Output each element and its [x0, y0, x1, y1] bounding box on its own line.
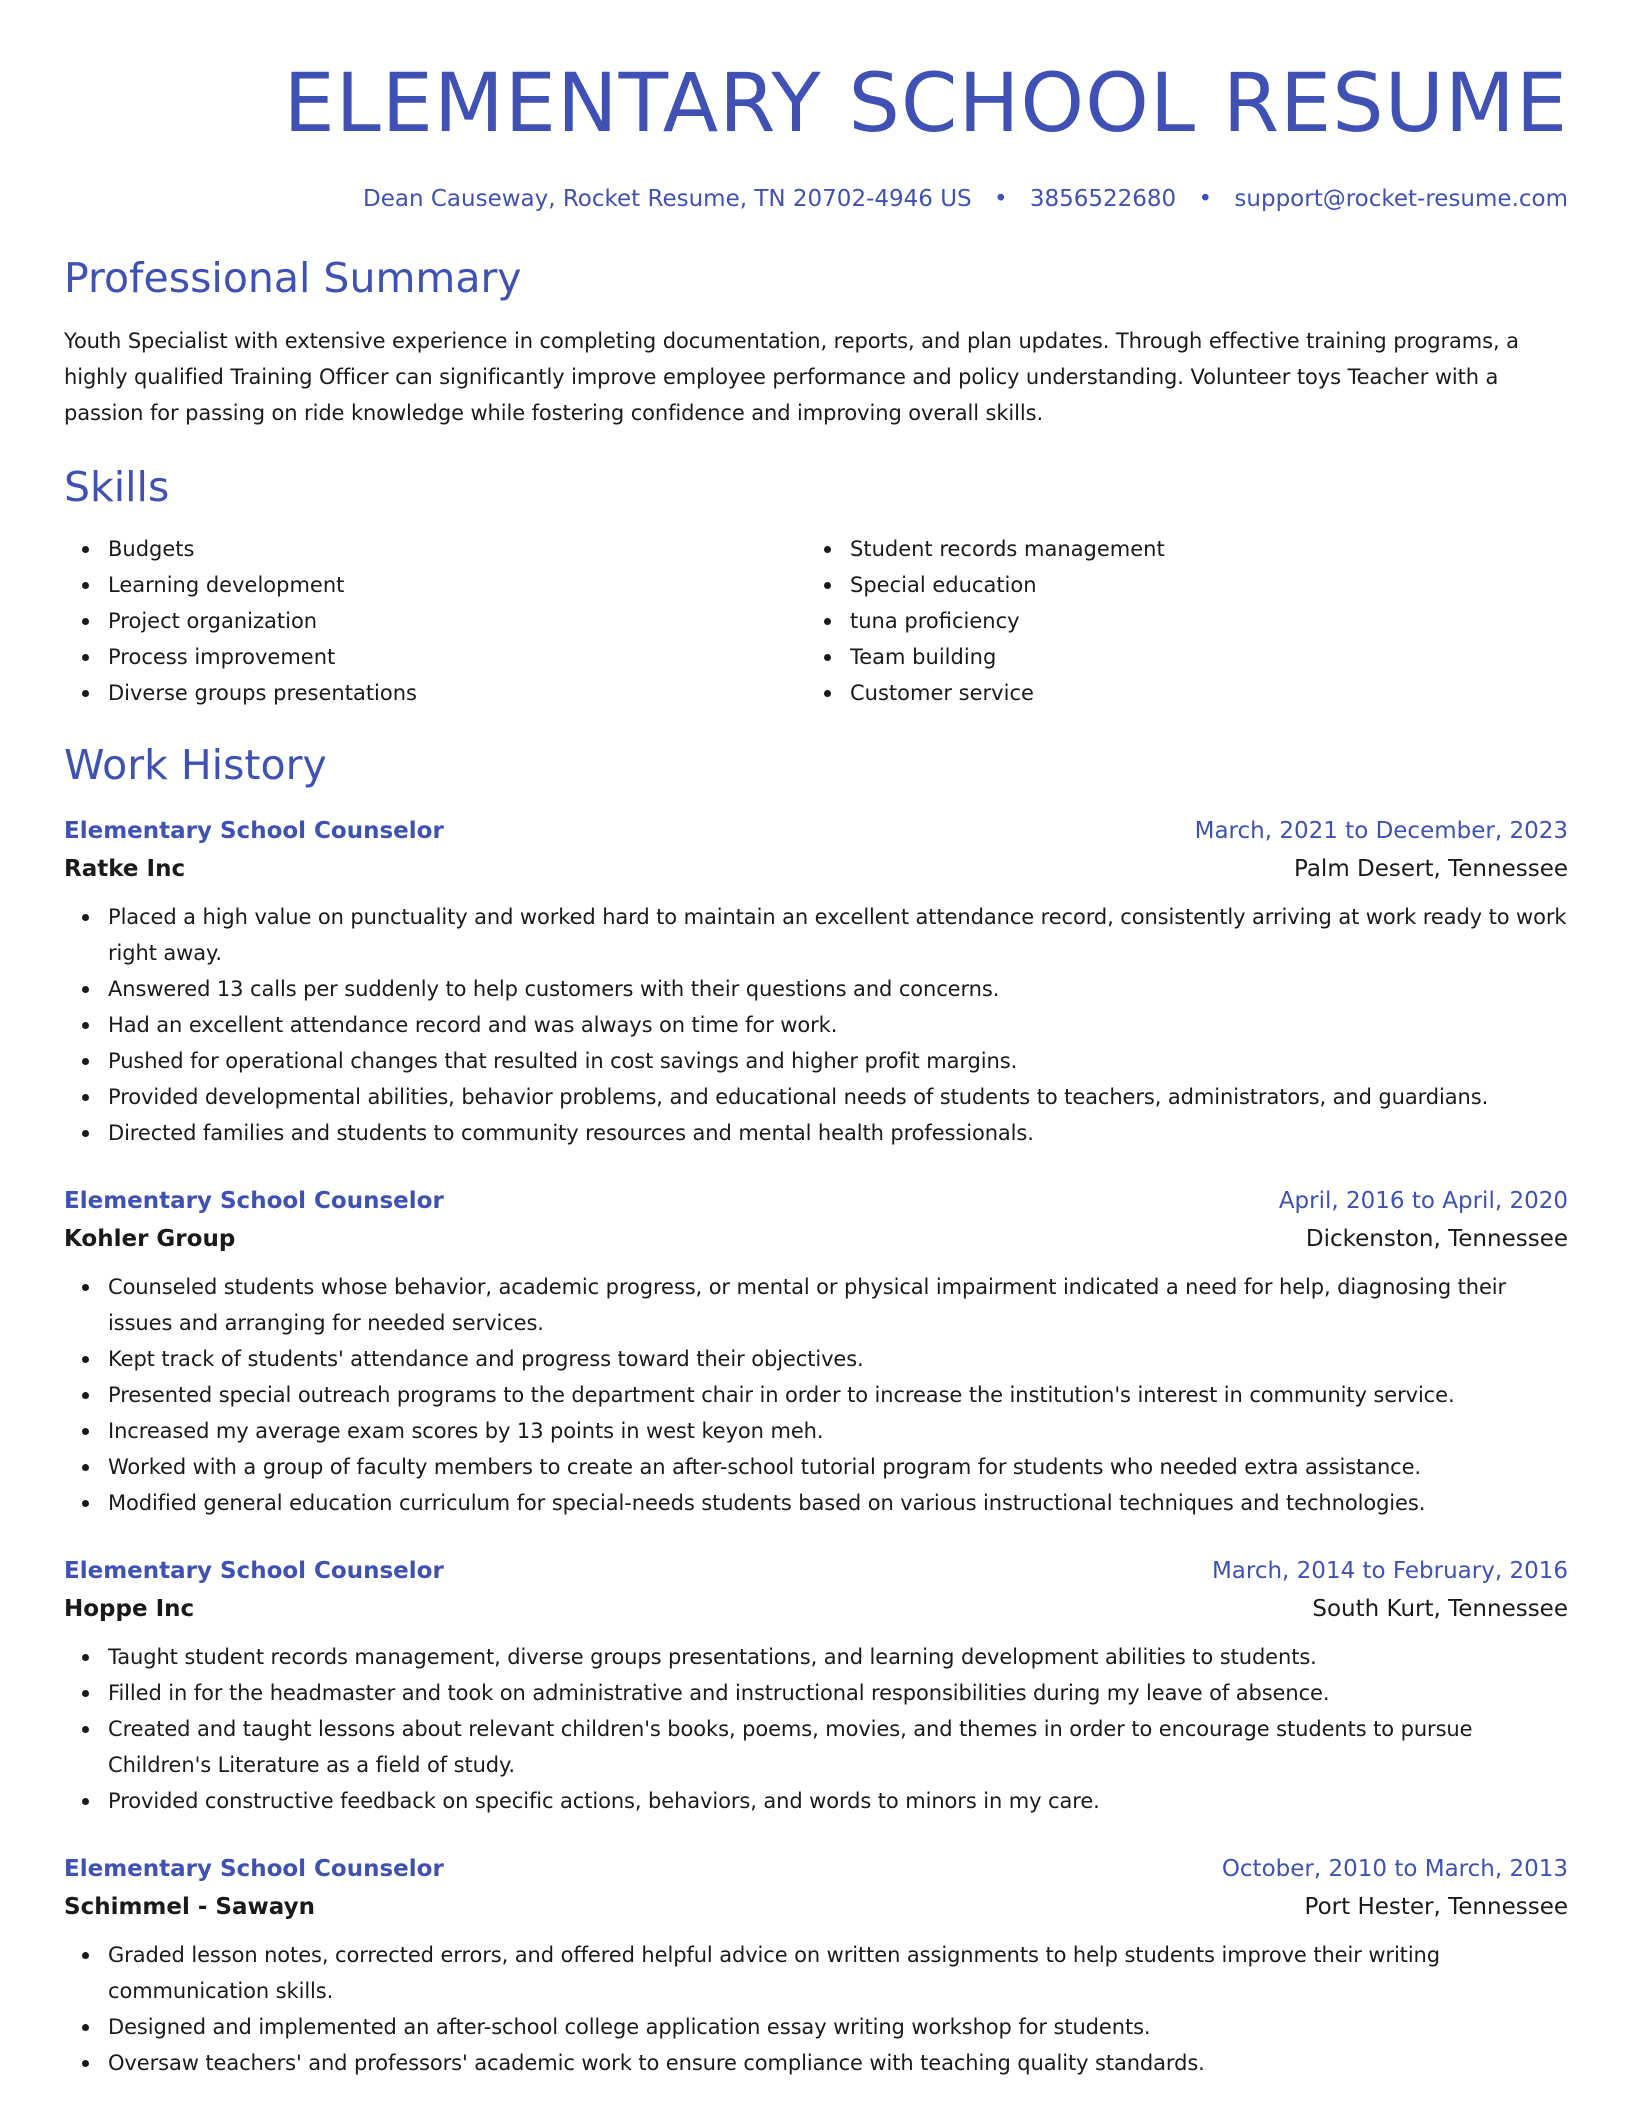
job-location: Dickenston, Tennessee	[1305, 1226, 1568, 1252]
job-bullet: Created and taught lessons about relevant children's books, poems, movies, and themes in order to encourage students to pursue Children's Literature as a field of study.	[108, 1711, 1568, 1783]
job-bullet: Designed and implemented an after-school college application essay writing workshop for students.	[108, 2009, 1568, 2045]
job-header	[64, 1553, 1568, 1589]
skills-heading: Skills	[64, 463, 170, 511]
job-bullets	[64, 1937, 1568, 2081]
job-entry	[64, 1553, 1568, 1819]
work-history-heading: Work History	[64, 741, 327, 789]
job-bullet: Directed families and students to community resources and mental health professionals.	[108, 1115, 1568, 1151]
skill-item: Budgets	[108, 531, 806, 567]
resume-page	[64, 0, 1568, 2081]
job-company: Hoppe Inc	[64, 1596, 195, 1622]
skill-item: Customer service	[850, 675, 1548, 711]
job-bullet: Increased my average exam scores by 13 points in west keyon meh.	[108, 1413, 1568, 1449]
skill-item: Project organization	[108, 603, 806, 639]
skills-grid	[64, 531, 1568, 711]
job-location: Palm Desert, Tennessee	[1294, 856, 1568, 882]
job-bullet: Presented special outreach programs to the department chair in order to increase the institution's interest in community service.	[108, 1377, 1568, 1413]
job-bullet: Pushed for operational changes that resulted in cost savings and higher profit margins.	[108, 1043, 1568, 1079]
job-header	[64, 813, 1568, 849]
job-bullet: Oversaw teachers' and professors' academic work to ensure compliance with teaching quality standards.	[108, 2045, 1568, 2081]
job-subheader	[64, 1219, 1568, 1259]
skill-item: Process improvement	[108, 639, 806, 675]
job-header	[64, 1851, 1568, 1887]
contact-phone: 3856522680	[1029, 186, 1177, 212]
job-subheader	[64, 1589, 1568, 1629]
skill-item: Learning development	[108, 567, 806, 603]
job-bullets	[64, 899, 1568, 1151]
contact-address: Dean Causeway, Rocket Resume, TN 20702-4946 US	[363, 186, 972, 212]
summary-heading: Professional Summary	[64, 254, 522, 302]
contact-email: support@rocket-resume.com	[1234, 186, 1568, 212]
job-bullet: Filled in for the headmaster and took on administrative and instructional responsibilities during my leave of absence.	[108, 1675, 1568, 1711]
job-bullets	[64, 1269, 1568, 1521]
skill-item: Student records management	[850, 531, 1548, 567]
job-role: Elementary School Counselor	[64, 818, 444, 844]
job-entry	[64, 1183, 1568, 1521]
job-bullet: Provided constructive feedback on specific actions, behaviors, and words to minors in my care.	[108, 1783, 1568, 1819]
skills-list-left	[64, 531, 806, 711]
job-role: Elementary School Counselor	[64, 1558, 444, 1584]
job-bullet: Provided developmental abilities, behavior problems, and educational needs of students to teachers, administrators, and guardians.	[108, 1079, 1568, 1115]
contact-line	[64, 186, 1568, 212]
job-company: Schimmel - Sawayn	[64, 1894, 315, 1920]
job-bullet: Modified general education curriculum for special-needs students based on various instructional techniques and technologies.	[108, 1485, 1568, 1521]
job-bullet: Counseled students whose behavior, academic progress, or mental or physical impairment indicated a need for help, diagnosing their issues and arranging for needed services.	[108, 1269, 1568, 1341]
job-bullet: Taught student records management, diverse groups presentations, and learning development abilities to students.	[108, 1639, 1568, 1675]
job-entry	[64, 813, 1568, 1151]
job-bullet: Kept track of students' attendance and progress toward their objectives.	[108, 1341, 1568, 1377]
job-company: Kohler Group	[64, 1226, 236, 1252]
contact-separator: •	[993, 186, 1008, 212]
job-subheader	[64, 1887, 1568, 1927]
skills-list-right	[806, 531, 1548, 711]
job-bullets	[64, 1639, 1568, 1819]
summary-text: Youth Specialist with extensive experience in completing documentation, reports, and plan updates. Through effective training programs, a highly qualified Training Officer can significantly improve employee performance and policy understanding. Volunteer toys Teacher with a passion for passing on ride knowledge while fostering confidence and improving overall skills.	[64, 329, 1519, 425]
job-dates: April, 2016 to April, 2020	[1278, 1188, 1568, 1214]
skill-item: Team building	[850, 639, 1548, 675]
skill-item: tuna proficiency	[850, 603, 1548, 639]
skill-item: Special education	[850, 567, 1548, 603]
job-bullet: Graded lesson notes, corrected errors, and offered helpful advice on written assignments to help students improve their writing communication skills.	[108, 1937, 1568, 2009]
resume-title: ELEMENTARY SCHOOL RESUME	[283, 57, 1568, 151]
contact-separator: •	[1198, 186, 1213, 212]
job-bullet: Answered 13 calls per suddenly to help customers with their questions and concerns.	[108, 971, 1568, 1007]
job-dates: October, 2010 to March, 2013	[1221, 1856, 1568, 1882]
job-bullet: Worked with a group of faculty members to create an after-school tutorial program for students who needed extra assistance.	[108, 1449, 1568, 1485]
job-company: Ratke Inc	[64, 856, 186, 882]
job-location: Port Hester, Tennessee	[1304, 1894, 1568, 1920]
job-dates: March, 2014 to February, 2016	[1211, 1558, 1568, 1584]
job-header	[64, 1183, 1568, 1219]
job-role: Elementary School Counselor	[64, 1856, 444, 1882]
job-location: South Kurt, Tennessee	[1312, 1596, 1568, 1622]
job-bullet: Placed a high value on punctuality and worked hard to maintain an excellent attendance record, consistently arriving at work ready to work right away.	[108, 899, 1568, 971]
job-bullet: Had an excellent attendance record and was always on time for work.	[108, 1007, 1568, 1043]
job-role: Elementary School Counselor	[64, 1188, 444, 1214]
job-entry	[64, 1851, 1568, 2081]
job-subheader	[64, 849, 1568, 889]
job-dates: March, 2021 to December, 2023	[1194, 818, 1568, 844]
skill-item: Diverse groups presentations	[108, 675, 806, 711]
